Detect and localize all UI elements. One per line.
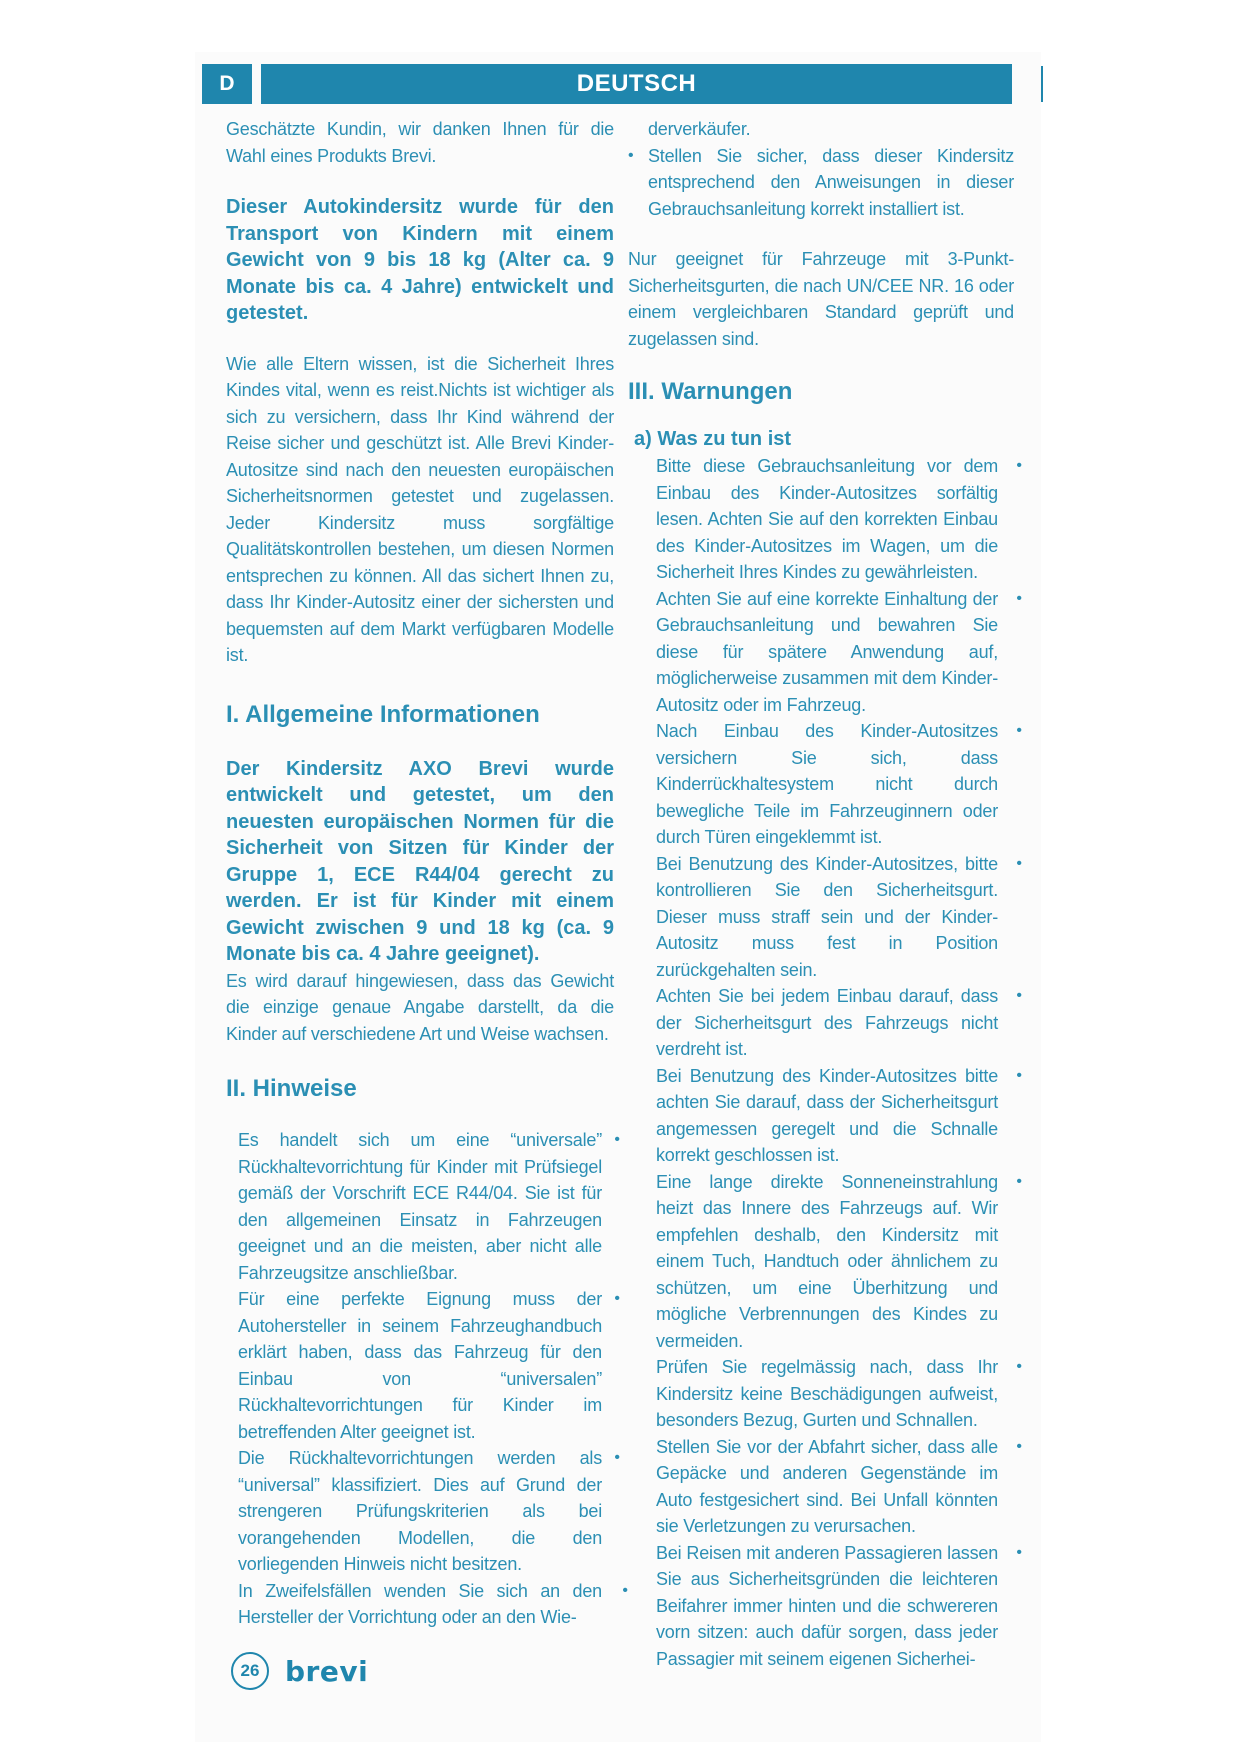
brand-logo: brevi bbox=[285, 1654, 369, 1688]
bullet-icon: • bbox=[628, 146, 634, 164]
warnings-list bbox=[628, 453, 1022, 1672]
page-number: 26 bbox=[231, 1652, 269, 1690]
bullet-icon: • bbox=[1016, 1358, 1022, 1375]
bullet-icon: • bbox=[1016, 1543, 1022, 1561]
list-item-text: Achten Sie auf eine korrekte Einhaltung der Gebrauchsanleitung und bewahren Sie diese für spätere Anwendung auf, möglicherweise zusammen mit dem Kinder-Autositz oder im Fahrzeug. bbox=[656, 588, 998, 715]
list-item bbox=[226, 1127, 620, 1286]
bullet-icon: • bbox=[1016, 1066, 1022, 1084]
list-item-text: Achten Sie bei jedem Einbau darauf, dass der Sicherheitsgurt des Fahrzeugs nicht verdreht ist. bbox=[656, 986, 998, 1059]
bullet-icon: • bbox=[1016, 987, 1022, 1004]
list-item-text: Prüfen Sie regelmässig nach, dass Ihr Kindersitz keine Beschädigungen aufweist, besonders Bezug, Gurten und Schnallen. bbox=[656, 1357, 998, 1430]
list-item-text: Die Rückhaltevorrichtungen werden als “universal” klassifiziert. Dies auf Grund der strengeren Prüfungskriterien als bei vorangehenden Modellen, die den vorliegenden Hinweis nicht besitzen. bbox=[238, 1448, 602, 1574]
list-item-text: Stellen Sie sicher, dass dieser Kindersitz entsprechend den Anweisungen in dieser Gebrauchsanleitung korrekt installiert ist. bbox=[648, 145, 1014, 219]
list-item-text: Nach Einbau des Kinder-Autositzes versichern Sie sich, dass Kinderrückhaltesystem nicht durch bewegliche Teile im Fahrzeuginnern oder durch Türen eingeklemmt ist. bbox=[656, 721, 998, 847]
bullet-icon: • bbox=[1016, 589, 1022, 607]
margin-line bbox=[1041, 66, 1043, 102]
list-item-text: In Zweifelsfällen wenden Sie sich an den Hersteller der Vorrichtung oder an den Wie- bbox=[238, 1580, 602, 1627]
list-item bbox=[628, 1540, 1022, 1673]
list-item bbox=[628, 586, 1022, 719]
list-item bbox=[628, 453, 1022, 586]
bullet-icon: • bbox=[1016, 722, 1022, 739]
safety-paragraph: Wie alle Eltern wissen, ist die Sicherheit Ihres Kindes vital, wenn es reist.Nichts ist wichtiger als sich zu versichern, dass Ihr Kind während der Reise sicher und geschützt ist. Alle Brevi Kinder-Autositze sind nach den neuesten europäischen Sicherheitsnormen getestet und zugelassen. Jeder Kindersitz muss sorgfältige Qualitätskontrollen bestehen, um diesen Normen entsprechen zu können. All das sichert Ihnen zu, dass Ihr Kinder-Autositz einer der sichersten und bequemsten auf dem Markt verfügbaren Modelle ist. bbox=[226, 353, 614, 665]
bullet-icon: • bbox=[614, 1290, 620, 1307]
list-item bbox=[628, 143, 1014, 223]
right-column bbox=[628, 116, 1022, 1672]
list-item bbox=[226, 1578, 628, 1631]
list-item bbox=[628, 718, 1022, 851]
bullet-icon: • bbox=[1016, 1437, 1022, 1455]
list-item-text: Es handelt sich um eine “universale” Rückhaltevorrichtung für Kinder mit Prüfsiegel gemäß der Vorschrift ECE R44/04. Sie ist für den allgemeinen Einsatz in Fahrzeugen geeignet und an die meisten, aber nicht alle Fahrzeugsitze anschließbar. bbox=[238, 1130, 602, 1283]
hints-list bbox=[226, 1127, 628, 1631]
page-footer bbox=[231, 1652, 368, 1690]
list-item bbox=[628, 851, 1022, 984]
list-item-text: Bei Benutzung des Kinder-Autositzes bitte achten Sie darauf, dass der Sicherheitsgurt angemessen geregelt und die Schnalle korrekt geschlossen ist. bbox=[656, 1065, 998, 1165]
language-header: DEUTSCH bbox=[261, 64, 1012, 104]
section-heading-hints: II. Hinweise bbox=[226, 1075, 357, 1102]
bullet-icon: • bbox=[1016, 1172, 1022, 1190]
list-item bbox=[628, 1169, 1022, 1355]
bullet-icon: • bbox=[622, 1581, 628, 1599]
continued-text: derverkäufer. bbox=[648, 119, 751, 139]
list-item bbox=[628, 1434, 1022, 1540]
general-bold: Der Kindersitz AXO Brevi wurde entwickelt und getestet, um den neuesten europäischen Normen für die Sicherheit von Sitzen für Kinder der Gruppe 1, ECE R44/04 gerecht zu werden. Er ist für Kinder mit einem Gewicht zwischen 9 und 18 kg (ca. 9 Monate bis ca. 4 Jahre geeignet). bbox=[226, 757, 614, 965]
intro-text: Geschätzte Kundin, wir danken Ihnen für die Wahl eines Produkts Brevi. bbox=[226, 119, 614, 166]
subheading-todo: a) Was zu tun ist bbox=[634, 428, 792, 450]
list-item bbox=[628, 983, 1022, 1063]
left-column bbox=[226, 116, 628, 1631]
list-item bbox=[628, 1354, 1022, 1434]
bullet-icon: • bbox=[614, 1449, 620, 1466]
list-item-text: Stellen Sie vor der Abfahrt sicher, dass alle Gepäcke und anderen Gegenstände im Auto festgesichert sind. Bei Unfall könnten sie Verletzungen zu verursachen. bbox=[656, 1436, 998, 1536]
intro-bold: Dieser Autokindersitz wurde für den Transport von Kindern mit einem Gewicht von 9 bis 18 kg (Alter ca. 9 Monate bis ca. 4 Jahre) entwickelt und getestet. bbox=[226, 196, 614, 324]
bullet-icon: • bbox=[1016, 457, 1022, 474]
bullet-icon: • bbox=[614, 1131, 620, 1148]
list-item bbox=[628, 1063, 1022, 1169]
weight-note: Es wird darauf hingewiesen, dass das Gewicht die einzige genaue Angabe darstellt, da die Kinder auf verschiedene Art und Weise wachsen. bbox=[226, 970, 614, 1044]
section-heading-general: I. Allgemeine Informationen bbox=[226, 700, 540, 728]
list-item bbox=[226, 1445, 620, 1578]
list-item-text: Bitte diese Gebrauchsanleitung vor dem Einbau des Kinder-Autositzes sorfältig lesen. Achten Sie auf den korrekten Einbau des Kinder-Autositzes im Wagen, um die Sicherheit Ihres Kindes zu gewährleisten. bbox=[656, 456, 998, 582]
list-item-text: Bei Reisen mit anderen Passagieren lassen Sie aus Sicherheitsgründen die leichteren Beifahrer immer hinten und die schwereren vorn sitzen: auch dafür sorgen, dass jeder Passagier mit seinem eigenen Sicherhei- bbox=[656, 1542, 998, 1669]
list-item-text: Eine lange direkte Sonneneinstrahlung heizt das Innere des Fahrzeugs auf. Wir empfehlen deshalb, den Kindersitz mit einem Tuch, Handtuch oder ähnlichem zu schützen, um eine Überhitzung und mögliche Verbrennungen des Kindes zu vermeiden. bbox=[656, 1171, 998, 1351]
bullet-icon: • bbox=[1016, 854, 1022, 872]
list-item bbox=[226, 1286, 620, 1445]
section-heading-warnings: III. Warnungen bbox=[628, 378, 793, 405]
language-tab: D bbox=[202, 64, 252, 104]
vehicle-note: Nur geeignet für Fahrzeuge mit 3-Punkt-Sicherheitsgurten, die nach UN/CEE NR. 16 oder einem vergleichbaren Standard geprüft und zugelassen sind. bbox=[628, 249, 1014, 349]
list-item-text: Bei Benutzung des Kinder-Autositzes, bitte kontrollieren Sie den Sicherheitsgurt. Dieser muss straff sein und der Kinder-Autositz muss fest in Position zurückgehalten sein. bbox=[656, 853, 998, 980]
list-item-text: Für eine perfekte Eignung muss der Autohersteller in seinem Fahrzeughandbuch erklärt haben, dass das Fahrzeug für den Einbau von “universalen” Rückhaltevorrichtungen für Kinder im betreffenden Alter geeignet ist. bbox=[238, 1289, 602, 1442]
